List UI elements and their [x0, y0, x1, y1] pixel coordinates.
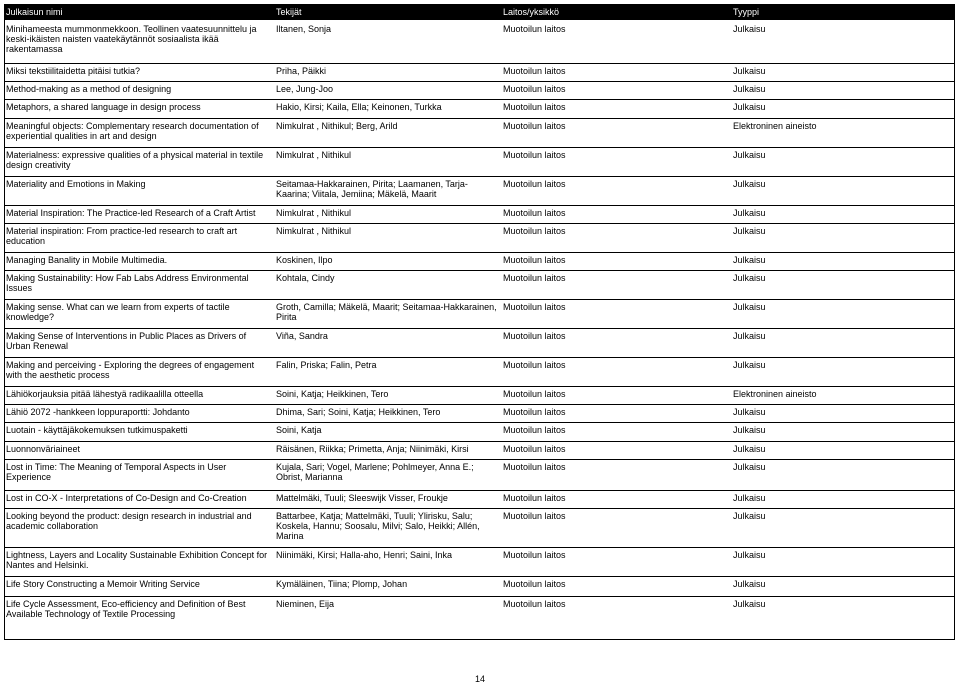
cell-type: Julkaisu: [733, 208, 766, 218]
cell-authors: Mattelmäki, Tuuli; Sleeswijk Visser, Froukje: [276, 493, 448, 503]
cell-authors: Seitamaa-Hakkarainen, Pirita; Laamanen, Tarja-Kaarina; Viitala, Jemiina; Mäkelä, Maarit: [276, 179, 468, 199]
table-row: [4, 147, 955, 170]
cell-authors: Kymäläinen, Tiina; Plomp, Johan: [276, 579, 408, 589]
cell-department: Muotoilun laitos: [503, 511, 566, 521]
cell-title: Method-making as a method of designing: [6, 84, 172, 94]
table-row: [4, 441, 955, 454]
cell-title: Making and perceiving - Exploring the degrees of engagement with the aesthetic process: [6, 360, 255, 380]
cell-title: Material Inspiration: The Practice-led Research of a Craft Artist: [6, 208, 256, 218]
cell-department: Muotoilun laitos: [503, 331, 566, 341]
cell-authors: Dhima, Sari; Soini, Katja; Heikkinen, Tero: [276, 407, 441, 417]
cell-department: Muotoilun laitos: [503, 425, 566, 435]
cell-type: Julkaisu: [733, 407, 766, 417]
cell-department: Muotoilun laitos: [503, 226, 566, 236]
cell-authors: Falin, Priska; Falin, Petra: [276, 360, 377, 370]
cell-authors: Nimkulrat , Nithikul: [276, 208, 352, 218]
cell-department: Muotoilun laitos: [503, 273, 566, 283]
cell-type: Julkaisu: [733, 462, 766, 472]
cell-type: Julkaisu: [733, 102, 766, 112]
table-row: [4, 81, 955, 94]
table-row: [4, 490, 955, 503]
cell-authors: Soini, Katja; Heikkinen, Tero: [276, 389, 389, 399]
table-header: [4, 4, 955, 20]
cell-authors: Niinimäki, Kirsi; Halla-aho, Henri; Saini, Inka: [276, 550, 453, 560]
cell-title: Metaphors, a shared language in design process: [6, 102, 201, 112]
cell-title: Lost in CO-X - Interpretations of Co-Design and Co-Creation: [6, 493, 247, 503]
cell-authors: Nimkulrat , Nithikul; Berg, Arild: [276, 121, 398, 131]
cell-authors: Groth, Camilla; Mäkelä, Maarit; Seitamaa-Hakkarainen, Pirita: [276, 302, 497, 322]
table-row: [4, 252, 955, 265]
header-authors: Tekijät: [276, 7, 302, 17]
cell-title: Miksi tekstiilitaidetta pitäisi tutkia?: [6, 66, 141, 76]
cell-type: Julkaisu: [733, 226, 766, 236]
cell-department: Muotoilun laitos: [503, 208, 566, 218]
table-row: [4, 404, 955, 417]
cell-department: Muotoilun laitos: [503, 179, 566, 189]
page-number: 14: [474, 674, 485, 684]
cell-type: Julkaisu: [733, 302, 766, 312]
cell-department: Muotoilun laitos: [503, 24, 566, 34]
cell-title: Life Cycle Assessment, Eco-efficiency and Definition of Best Available Technology of Textile Processing: [6, 599, 246, 619]
table-row: [4, 328, 955, 351]
cell-authors: Priha, Päikki: [276, 66, 327, 76]
table-row: [4, 508, 955, 541]
cell-title: Managing Banality in Mobile Multimedia.: [6, 255, 168, 265]
cell-department: Muotoilun laitos: [503, 579, 566, 589]
cell-title: Making sense. What can we learn from experts of tactile knowledge?: [6, 302, 230, 322]
cell-department: Muotoilun laitos: [503, 102, 566, 112]
cell-type: Julkaisu: [733, 599, 766, 609]
cell-title: Materiality and Emotions in Making: [6, 179, 146, 189]
cell-department: Muotoilun laitos: [503, 121, 566, 131]
cell-department: Muotoilun laitos: [503, 255, 566, 265]
header-type: Tyyppi: [733, 7, 760, 17]
header-department: Laitos/yksikkö: [503, 7, 560, 17]
cell-department: Muotoilun laitos: [503, 550, 566, 560]
cell-type: Julkaisu: [733, 66, 766, 76]
cell-title: Luotain - käyttäjäkokemuksen tutkimuspaketti: [6, 425, 188, 435]
table-row: [4, 270, 955, 293]
cell-department: Muotoilun laitos: [503, 389, 566, 399]
table-row: [4, 357, 955, 380]
cell-title: Lightness, Layers and Locality Sustainable Exhibition Concept for Nantes and Helsinki.: [6, 550, 268, 570]
cell-type: Julkaisu: [733, 179, 766, 189]
cell-title: Meaningful objects: Complementary research documentation of experiential qualities in art and design: [6, 121, 259, 141]
cell-authors: Kohtala, Cindy: [276, 273, 335, 283]
table-row: [4, 459, 955, 482]
table-row: [4, 223, 955, 246]
cell-authors: Viña, Sandra: [276, 331, 328, 341]
cell-department: Muotoilun laitos: [503, 444, 566, 454]
cell-type: Julkaisu: [733, 425, 766, 435]
cell-title: Luonnonväriaineet: [6, 444, 81, 454]
cell-title: Life Story Constructing a Memoir Writing Service: [6, 579, 200, 589]
cell-type: Julkaisu: [733, 511, 766, 521]
cell-title: Looking beyond the product: design research in industrial and academic collaboration: [6, 511, 252, 531]
table-row: [4, 205, 955, 218]
cell-type: Julkaisu: [733, 444, 766, 454]
table-row: [4, 547, 955, 570]
cell-title: Making Sustainability: How Fab Labs Address Environmental Issues: [6, 273, 249, 293]
cell-department: Muotoilun laitos: [503, 493, 566, 503]
cell-department: Muotoilun laitos: [503, 150, 566, 160]
cell-authors: Iltanen, Sonja: [276, 24, 332, 34]
cell-authors: Nieminen, Eija: [276, 599, 335, 609]
cell-type: Julkaisu: [733, 579, 766, 589]
table-row: [4, 386, 955, 399]
cell-type: Julkaisu: [733, 331, 766, 341]
cell-title: Material inspiration: From practice-led research to craft art education: [6, 226, 238, 246]
table-row: [4, 118, 955, 141]
cell-title: Materialness: expressive qualities of a physical material in textile design creativity: [6, 150, 264, 170]
cell-type: Julkaisu: [733, 84, 766, 94]
table-row: [4, 422, 955, 435]
cell-type: Julkaisu: [733, 24, 766, 34]
cell-department: Muotoilun laitos: [503, 302, 566, 312]
cell-authors: Battarbee, Katja; Mattelmäki, Tuuli; Ylirisku, Salu; Koskela, Hannu; Soosalu, Milvi; Salo, Heikki; Allén, Marina: [276, 511, 480, 541]
cell-authors: Koskinen, Ilpo: [276, 255, 333, 265]
cell-authors: Nimkulrat , Nithikul: [276, 226, 352, 236]
cell-authors: Soini, Katja: [276, 425, 322, 435]
cell-type: Julkaisu: [733, 360, 766, 370]
cell-title: Lähiökorjauksia pitää lähestyä radikaalilla otteella: [6, 389, 204, 399]
cell-authors: Räisänen, Riikka; Primetta, Anja; Niinimäki, Kirsi: [276, 444, 469, 454]
table-row: [4, 99, 955, 112]
cell-department: Muotoilun laitos: [503, 462, 566, 472]
cell-type: Julkaisu: [733, 493, 766, 503]
cell-authors: Nimkulrat , Nithikul: [276, 150, 352, 160]
cell-type: Elektroninen aineisto: [733, 121, 817, 131]
table-row: [4, 63, 955, 76]
cell-department: Muotoilun laitos: [503, 407, 566, 417]
header-title: Julkaisun nimi: [6, 7, 63, 17]
cell-type: Julkaisu: [733, 273, 766, 283]
cell-title: Minihameesta mummonmekkoon. Teollinen vaatesuunnittelu ja keski-ikäisten naisten vaatekäytännöt sosiaalista ikää rakentamassa: [6, 24, 257, 54]
table-row: [4, 576, 955, 589]
table-row: [4, 176, 955, 199]
cell-title: Lost in Time: The Meaning of Temporal Aspects in User Experience: [6, 462, 227, 482]
cell-title: Lähiö 2072 -hankkeen loppuraportti: Johdanto: [6, 407, 190, 417]
cell-authors: Kujala, Sari; Vogel, Marlene; Pohlmeyer, Anna E.; Obrist, Marianna: [276, 462, 474, 482]
cell-department: Muotoilun laitos: [503, 84, 566, 94]
cell-authors: Hakio, Kirsi; Kaila, Ella; Keinonen, Turkka: [276, 102, 442, 112]
cell-department: Muotoilun laitos: [503, 599, 566, 609]
cell-authors: Lee, Jung-Joo: [276, 84, 334, 94]
cell-type: Julkaisu: [733, 550, 766, 560]
cell-department: Muotoilun laitos: [503, 66, 566, 76]
cell-title: Making Sense of Interventions in Public Places as Drivers of Urban Renewal: [6, 331, 247, 351]
cell-type: Julkaisu: [733, 255, 766, 265]
cell-type: Elektroninen aineisto: [733, 389, 817, 399]
cell-department: Muotoilun laitos: [503, 360, 566, 370]
table-row: [4, 596, 955, 619]
table-row: [4, 299, 955, 322]
cell-type: Julkaisu: [733, 150, 766, 160]
